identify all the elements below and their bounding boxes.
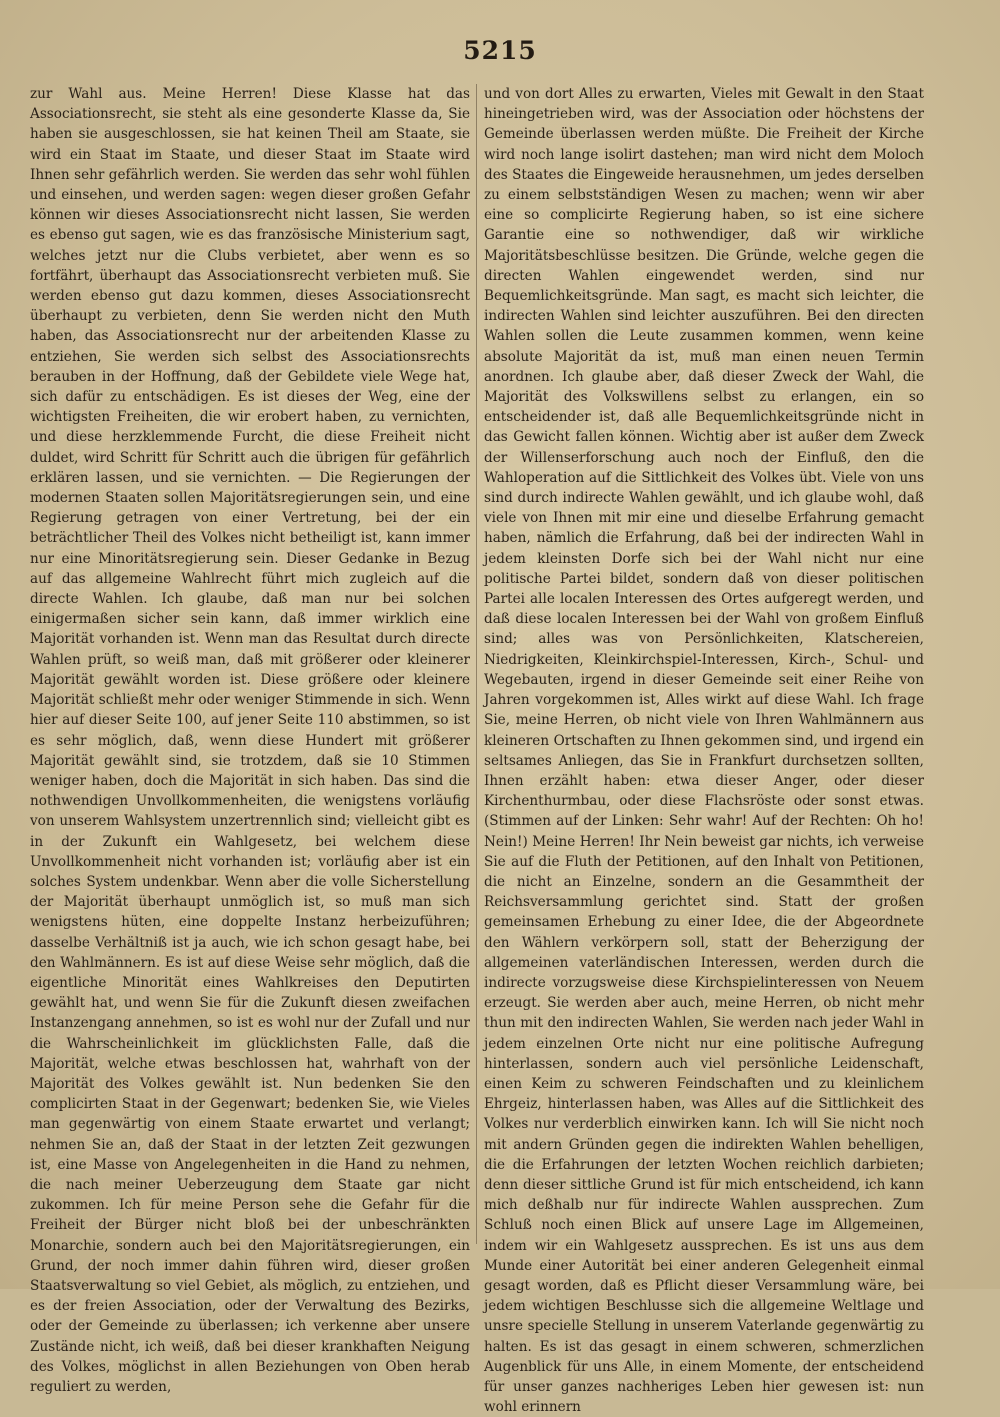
column-divider — [476, 84, 477, 1244]
left-column-paragraph: zur Wahl aus. Meine Herren! Diese Klasse hat das Associationsrecht, sie steht als eine gesonderte Klasse da, Sie haben sie ausgeschlossen, sie hat keinen Theil am Staate, sie wird ein Staat im Staate, und dieser Staat im Staate wird Ihnen sehr gefährlich werden. Sie werden das sehr wohl fühlen und einsehen, und werden sagen: wegen dieser großen Gefahr können wir dieses Associationsrecht nicht lassen, Sie werden es ebenso gut sagen, wie es das französische Ministerium sagt, welches jetzt nur die Clubs verbietet, aber wenn es so fortfährt, überhaupt das Associationsrecht verbieten muß. Sie werden ebenso gut dazu kommen, dieses Associationsrecht überhaupt zu verbieten, denn Sie werden nicht den Muth haben, das Associationsrecht nur der arbeitenden Klasse zu entziehen, Sie werden sich selbst des Associationsrechts berauben in der Hoffnung, daß der Gebildete viele Wege hat, sich dafür zu entschädigen. Es ist dieses der Weg, eine der wichtigsten Freiheiten, die wir erobert haben, zu vernichten, und diese herzklemmende Furcht, die diese Freiheit nicht duldet, wird Schritt für Schritt auch die übrigen für gefährlich erklären lassen, und sie vernichten. — Die Regierungen der modernen Staaten sollen Majoritätsregierungen sein, und eine Regierung getragen von einer Vertretung, bei der ein beträchtlicher Theil des Volkes nicht betheiligt ist, kann immer nur eine Minoritätsregierung sein. Dieser Gedanke in Bezug auf das allgemeine Wahlrecht führt mich zugleich auf die directe Wahlen. Ich glaube, daß man nur bei solchen einigermaßen sicher sein kann, daß immer wirklich eine Majorität vorhanden ist. Wenn man das Resultat durch directe Wahlen prüft, so weiß man, daß mit größerer oder kleinerer Majorität gewählt worden ist. Diese größere oder kleinere Majorität schließt mehr oder weniger Stimmende in sich. Wenn hier auf dieser Seite 100, auf jener Seite 110 abstimmen, so ist es sehr möglich, daß, wenn diese Hundert mit größerer Majorität gewählt sind, sie trotzdem, daß sie 10 Stimmen weniger haben, doch die Majorität in sich haben. Das sind die nothwendigen Unvollkommenheiten, die wenigstens vorläufig von unserem Wahlsystem unzertrennlich sind; vielleicht gibt es in der Zukunft ein Wahlgesetz, bei welchem diese Unvollkommenheit nicht vorhanden ist; vorläufig aber ist ein solches System undenkbar. Wenn aber die volle Sicherstellung der Majorität überhaupt unmöglich ist, so muß man sich wenigstens hüten, eine doppelte Instanz herbeizuführen; dasselbe Verhältniß ist ja auch, wie ich schon gesagt habe, bei den Wahlmännern. Es ist auf diese Weise sehr möglich, daß die eigentliche Minorität eines Wahlkreises den Deputirten gewählt hat, und wenn Sie für die Zukunft diesen zweifachen Instanzengang annehmen, so ist es wohl nur der Zufall und nur die Wahrscheinlichkeit im glücklichsten Falle, daß die Majorität, welche etwas beschlossen hat, wahrhaft von der Majorität des Volkes gewählt ist. Nun bedenken Sie den complicirten Staat in der Gegenwart; bedenken Sie, wie Vieles man gegenwärtig von einem Staate erwartet und verlangt; nehmen Sie an, daß der Staat in der letzten Zeit gezwungen ist, eine Masse von Angelegenheiten in die Hand zu nehmen, die nach meiner Ueberzeugung dem Staate gar nicht zukommen. Ich für meine Person sehe die Gefahr für die Freiheit der Bürger nicht bloß bei der unbeschränkten Monarchie, sondern auch bei den Majoritätsregierungen, ein Grund, der noch immer dahin führen wird, dieser großen Staatsverwaltung so viel Gebiet, als möglich, zu entziehen, und es der freien Association, oder der Verwaltung des Bezirks, oder der Gemeinde zu überlassen; ich verkenne aber unsere Zustände nicht, ich weiß, daß bei dieser krankhaften Neigung des Volkes, möglichst in allen Beziehungen von Oben herab reguliert zu werden, — [30, 86, 470, 1395]
right-text-column — [484, 84, 924, 1417]
left-text-column — [30, 84, 470, 1397]
right-column-paragraph: und von dort Alles zu erwarten, Vieles mit Gewalt in den Staat hineingetrieben wird, was der Association oder höchstens der Gemeinde überlassen werden müßte. Die Freiheit der Kirche wird noch lange isolirt dastehen; man wird nicht dem Moloch des Staates die Eingeweide herausnehmen, um jedes derselben zu einem selbstständigen Wesen zu machen; wenn wir aber eine so complicirte Regierung haben, so ist eine sichere Garantie eine so nothwendiger, daß wir wirkliche Majoritätsbeschlüsse besitzen. Die Gründe, welche gegen die directen Wahlen eingewendet werden, sind nur Bequemlichkeitsgründe. Man sagt, es macht sich leichter, die indirecten Wahlen sind leichter auszuführen. Bei den directen Wahlen sollen die Leute zusammen kommen, wenn keine absolute Majorität da ist, muß man einen neuen Termin anordnen. Ich glaube aber, daß dieser Zweck der Wahl, die Majorität des Volkswillens selbst zu erlangen, ein so entscheidender ist, daß alle Bequemlichkeitsgründe nicht in das Gewicht fallen können. Wichtig aber ist außer dem Zweck der Willenserforschung auch noch der Einfluß, den die Wahloperation auf die Sittlichkeit des Volkes übt. Viele von uns sind durch indirecte Wahlen gewählt, und ich glaube wohl, daß viele von Ihnen mit mir eine und dieselbe Erfahrung gemacht haben, nämlich die Erfahrung, daß bei der indirecten Wahl in jedem kleinsten Dorfe sich bei der Wahl nicht nur eine politische Partei bildet, sondern daß von dieser politischen Partei alle localen Interessen des Ortes aufgeregt werden, und daß diese localen Interessen bei der Wahl von großem Einfluß sind; alles was von Persönlichkeiten, Klatschereien, Niedrigkeiten, Kleinkirchspiel-Interessen, Kirch-, Schul- und Wegebauten, irgend in dieser Gemeinde seit einer Reihe von Jahren vorgekommen ist, Alles wirkt auf diese Wahl. Ich frage Sie, meine Herren, ob nicht viele von Ihren Wahlmännern aus kleineren Ortschaften zu Ihnen gekommen sind, und irgend ein seltsames Anliegen, das Sie in Frankfurt durchsetzen sollten, Ihnen erzählt haben: etwa dieser Anger, oder dieser Kirchenthurmbau, oder diese Flachsröste oder sonst etwas. (Stimmen auf der Linken: Sehr wahr! Auf der Rechten: Oh ho! Nein!) Meine Herren! Ihr Nein beweist gar nichts, ich verweise Sie auf die Fluth der Petitionen, auf den Inhalt von Petitionen, die nicht an Einzelne, sondern an die Gesammtheit der Reichsversammlung gerichtet sind. Statt der großen gemeinsamen Erhebung zu einer Idee, die der Abgeordnete den Wählern verkörpern soll, statt der Beherzigung der allgemeinen vaterländischen Interessen, werden durch die indirecte vorzugsweise diese Kirchspielinteressen von Neuem erzeugt. Sie werden aber auch, meine Herren, ob nicht mehr thun mit den indirecten Wahlen, Sie werden nach jeder Wahl in jedem einzelnen Orte nicht nur eine politische Aufregung hinterlassen, sondern auch viel persönliche Leidenschaft, einen Keim zu schweren Feindschaften und zu kleinlichem Ehrgeiz, hinterlassen haben, was Alles auf die Sittlichkeit des Volkes nur verderblich einwirken kann. Ich will Sie nicht noch mit andern Gründen gegen die indirekten Wahlen behelligen, die die Erfahrungen der letzten Wochen reichlich darbieten; denn dieser sittliche Grund ist für mich entscheidend, ich kann mich deßhalb nur für indirecte Wahlen aussprechen. Zum Schluß noch einen Blick auf unsere Lage im Allgemeinen, indem wir ein Wahlgesetz aussprechen. Es ist uns aus dem Munde einer Autorität bei einer anderen Gelegenheit einmal gesagt worden, daß es Pflicht dieser Versammlung wäre, bei jedem wichtigen Beschlusse sich die allgemeine Weltlage und unsre specielle Stellung in unserem Vaterlande gegenwärtig zu halten. Es ist das gesagt in einem schweren, schmerzlichen Augenblick für uns Alle, in einem Momente, der entscheidend für unser ganzes nachheriges Leben hier gewesen ist: nun wohl erinnern — [484, 86, 924, 1416]
page-number: 5215 — [463, 36, 537, 65]
